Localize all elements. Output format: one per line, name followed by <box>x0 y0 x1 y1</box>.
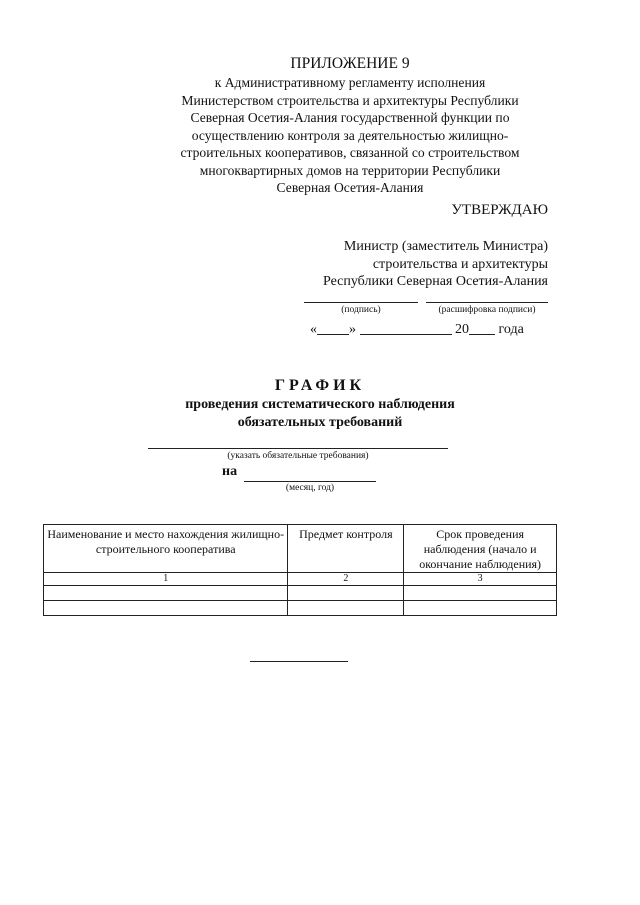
period-caption: (месяц, год) <box>285 483 335 493</box>
schedule-subtitle-line2: обязательных требований <box>237 415 403 430</box>
day-blank <box>317 320 349 335</box>
table-cell[interactable] <box>44 601 288 616</box>
requirements-line <box>148 448 448 449</box>
table-cell[interactable] <box>288 601 404 616</box>
number-cell: 3 <box>404 573 557 586</box>
table-cell[interactable] <box>288 586 404 601</box>
number-cell: 1 <box>44 573 288 586</box>
year-suffix: года <box>498 322 524 337</box>
header-cell-cooperative: Наименование и место нахождения жилищно-строительного кооператива <box>44 525 288 573</box>
requirements-caption: (указать обязательные требования) <box>227 451 369 461</box>
month-blank <box>360 320 452 335</box>
approver-position-line: Республики Северная Осетия-Алания <box>323 274 548 289</box>
schedule-heading <box>120 376 520 432</box>
approver-position-line: Министр (заместитель Министра) <box>343 239 548 254</box>
approval-date-row <box>310 320 550 338</box>
appendix-line: Северная Осетия-Алания <box>276 180 424 195</box>
table-cell[interactable] <box>404 586 557 601</box>
appendix-block <box>150 54 550 197</box>
approval-word: УТВЕРЖДАЮ <box>451 202 548 218</box>
header-cell-period: Срок проведения наблюдения (начало и окончание наблюдения) <box>404 525 557 573</box>
table-number-row <box>44 573 557 586</box>
table-cell[interactable] <box>44 586 288 601</box>
number-cell: 2 <box>288 573 404 586</box>
appendix-line: многоквартирных домов на территории Республики <box>199 162 501 178</box>
signature-decode-line <box>426 302 548 303</box>
year-prefix: 20 <box>455 322 469 337</box>
approver-position-line: строительства и архитектуры <box>372 256 548 272</box>
year-blank <box>469 320 495 335</box>
period-label: на <box>222 464 238 479</box>
table-row <box>44 601 557 616</box>
table-header-row <box>44 525 557 573</box>
table-cell[interactable] <box>404 601 557 616</box>
date-close-quote: » <box>349 322 356 337</box>
schedule-title: ГРАФИК <box>274 377 366 394</box>
appendix-line: к Административному регламенту исполнения <box>214 75 486 90</box>
approver-position <box>300 238 548 291</box>
period-line <box>244 481 376 482</box>
appendix-line: Северная Осетия-Алания государственной функции по <box>190 110 510 125</box>
signature-line <box>304 302 418 303</box>
table-row <box>44 586 557 601</box>
appendix-line: строительных кооперативов, связанной со строительством <box>180 145 520 160</box>
schedule-subtitle-line1: проведения систематического наблюдения <box>185 397 455 412</box>
closing-rule <box>250 661 348 662</box>
signature-caption: (подпись) <box>341 305 381 315</box>
header-cell-subject: Предмет контроля <box>288 525 404 573</box>
appendix-line: осуществлению контроля за деятельностью жилищно- <box>191 127 509 143</box>
appendix-title: ПРИЛОЖЕНИЕ 9 <box>290 55 410 72</box>
signature-decode-caption: (расшифровка подписи) <box>438 305 536 315</box>
date-open-quote: « <box>310 322 317 337</box>
appendix-line: Министерством строительства и архитектуры Республики <box>181 92 519 108</box>
schedule-table <box>43 524 557 616</box>
